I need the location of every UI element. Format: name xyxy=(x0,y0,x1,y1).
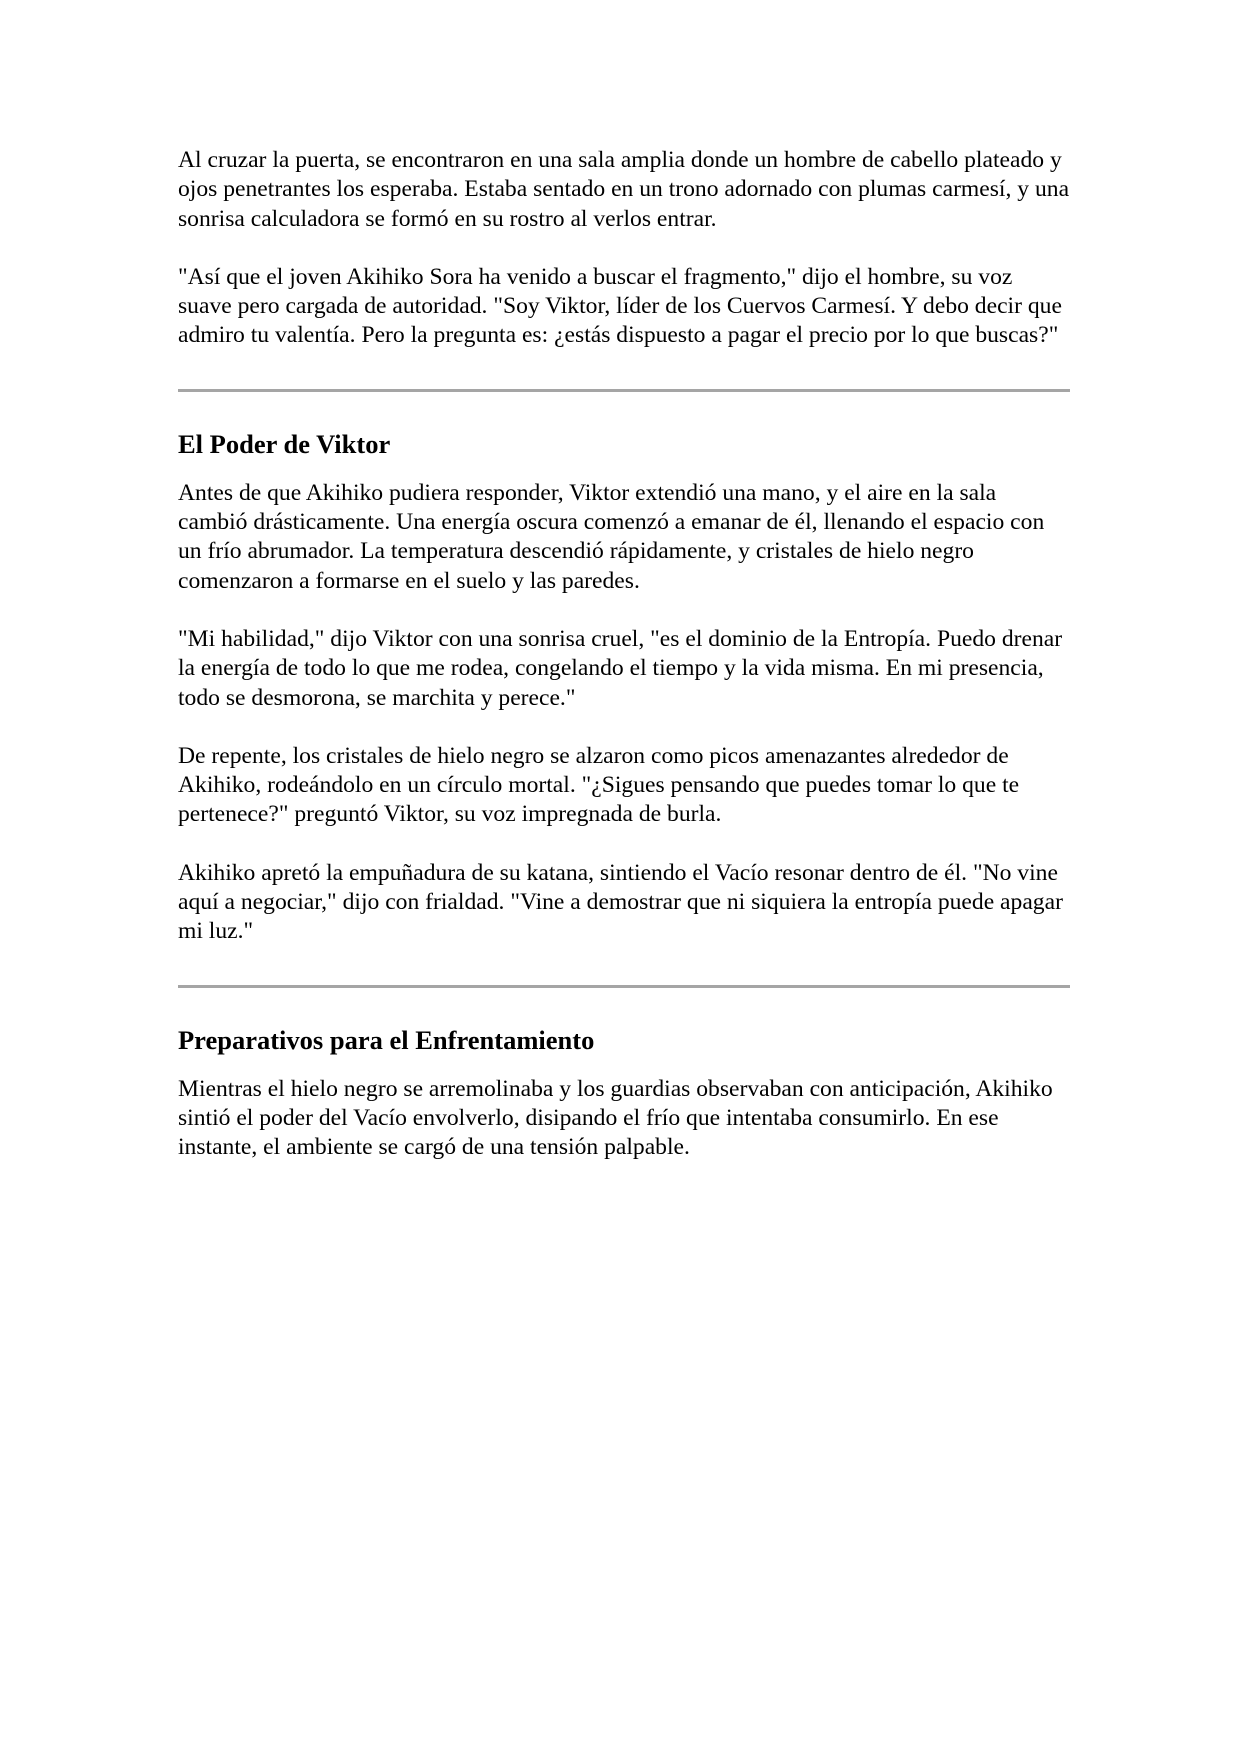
paragraph: Al cruzar la puerta, se encontraron en una sala amplia donde un hombre de cabello plateado y ojos penetrantes los esperaba. Estaba sentado en un trono adornado con plumas carmesí, y una sonrisa calculadora se formó en su rostro al verlos entrar. xyxy=(178,147,1070,232)
section-heading: El Poder de Viktor xyxy=(178,428,391,459)
paragraph: De repente, los cristales de hielo negro se alzaron como picos amenazantes alrededor de Akihiko, rodeándolo en un círculo mortal. "¿Sigues pensando que puedes tomar lo que te pertenece?" preguntó Viktor, su voz impregnada de burla. xyxy=(178,742,1020,828)
section-heading: Preparativos para el Enfrentamiento xyxy=(178,1024,595,1055)
paragraph: Akihiko apretó la empuñadura de su katana, sintiendo el Vacío resonar dentro de él. "No vine aquí a negociar," dijo con frialdad. "Vine a demostrar que ni siquiera la entropía puede apagar mi luz." xyxy=(178,859,1063,945)
paragraph: Mientras el hielo negro se arremolinaba y los guardias observaban con anticipación, Akihiko sintió el poder del Vacío envolverlo, disipando el frío que intentaba consumirlo. En ese instante, el ambiente se cargó de una tensión palpable. xyxy=(178,1075,1053,1161)
paragraph: Antes de que Akihiko pudiera responder, Viktor extendió una mano, y el aire en la sala cambió drásticamente. Una energía oscura comenzó a emanar de él, llenando el espacio con un frío abrumador. La temperatura descendió rápidamente, y cristales de hielo negro comenzaron a formarse en el suelo y las paredes. xyxy=(178,479,1045,594)
document-page xyxy=(178,146,1070,1163)
paragraph: "Así que el joven Akihiko Sora ha venido a buscar el fragmento," dijo el hombre, su voz suave pero cargada de autoridad. "Soy Viktor, líder de los Cuervos Carmesí. Y debo decir que admiro tu valentía. Pero la pregunta es: ¿estás dispuesto a pagar el precio por lo que buscas?" xyxy=(178,263,1062,349)
paragraph: "Mi habilidad," dijo Viktor con una sonrisa cruel, "es el dominio de la Entropía. Puedo drenar la energía de todo lo que me rodea, congelando el tiempo y la vida misma. En mi presencia, todo se desmorona, se marchita y perece." xyxy=(178,625,1063,711)
